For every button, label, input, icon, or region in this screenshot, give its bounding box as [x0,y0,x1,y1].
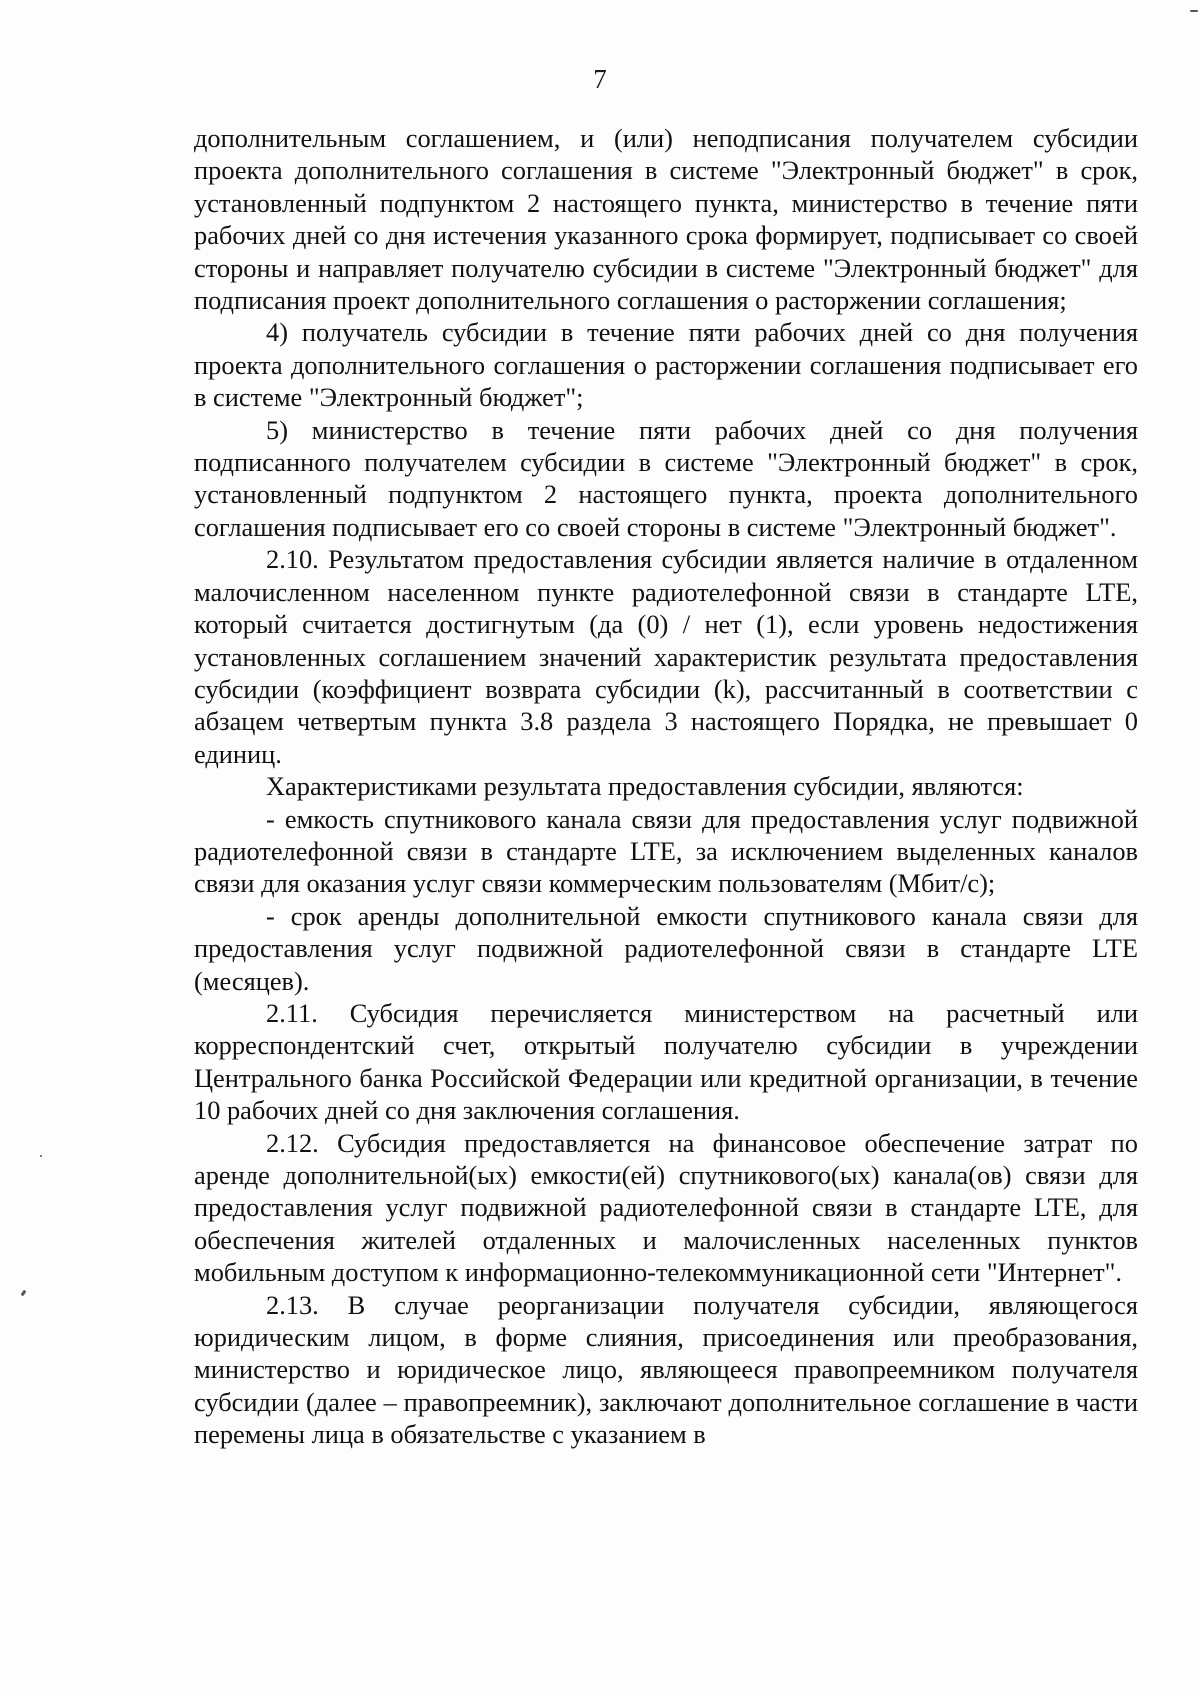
paragraph-2-10: 2.10. Результатом предоставления субсидии является наличие в отдаленном малочисленном населенном пункте радиотелефонной связи в стандарте LTE, который считается достигнутым (да (0) / нет (1), если уровень недостижения установленных соглашением значений характеристик результата предоставления субсидии (коэффициент возврата субсидии (k), рассчитанный в соответствии с абзацем четвертым пункта 3.8 раздела 3 настоящего Порядка, не превышает 0 единиц. [194,544,1138,769]
paragraph-characteristic-capacity: - емкость спутникового канала связи для предоставления услуг подвижной радиотелефонной связи в стандарте LTE, за исключением выделенных каналов связи для оказания услуг связи коммерческим пользователям (Мбит/с); [194,803,1138,899]
scan-speck [40,1155,42,1157]
paragraph-2-13: 2.13. В случае реорганизации получателя субсидии, являющегося юридическим лицом, в форме слияния, присоединения или преобразования, министерство и юридическое лицо, являющееся правопреемником получателя субсидии (далее – правопреемник), заключают дополнительное соглашение в части перемены лица в обязательстве с указанием в [194,1289,1138,1450]
paragraph-item-5: 5) министерство в течение пяти рабочих дней со дня получения подписанного получателем субсидии в системе "Электронный бюджет" в срок, установленный подпунктом 2 настоящего пункта, проекта дополнительного соглашения подписывает его со своей стороны в системе "Электронный бюджет". [194,414,1138,542]
page-number: 7 [593,64,607,94]
paragraph-characteristic-term: - срок аренды дополнительной емкости спутникового канала связи для предоставления услуг подвижной радиотелефонной связи в стандарте LTE (месяцев). [194,900,1138,996]
paragraph-item-4: 4) получатель субсидии в течение пяти рабочих дней со дня получения проекта дополнительного соглашения о расторжении соглашения подписывает его в системе "Электронный бюджет"; [194,317,1138,413]
document-body [194,122,1138,1451]
paragraph-2-11: 2.11. Субсидия перечисляется министерством на расчетный или корреспондентский счет, открытый получателю субсидии в учреждении Центрального банка Российской Федерации или кредитной организации, в течение 10 рабочих дней со дня заключения соглашения. [194,997,1138,1126]
scan-speck [1190,10,1198,12]
scan-speck [21,1290,27,1297]
paragraph-2-12: 2.12. Субсидия предоставляется на финансовое обеспечение затрат по аренде дополнительной(ых) емкости(ей) спутникового(ых) канала(ов) связи для предоставления услуг подвижной радиотелефонной связи в стандарте LTE, для обеспечения жителей отдаленных и малочисленных населенных пунктов мобильным доступом к информационно-телекоммуникационной сети "Интернет". [194,1127,1138,1288]
paragraph-continuation: дополнительным соглашением, и (или) неподписания получателем субсидии проекта дополнительного соглашения в системе "Электронный бюджет" в срок, установленный подпунктом 2 настоящего пункта, министерство в течение пяти рабочих дней со дня истечения указанного срока формирует, подписывает со своей стороны и направляет получателю субсидии в системе "Электронный бюджет" для подписания проект дополнительного соглашения о расторжении соглашения; [194,123,1138,316]
paragraph-characteristics-intro: Характеристиками результата предоставления субсидии, являются: [266,771,1024,802]
